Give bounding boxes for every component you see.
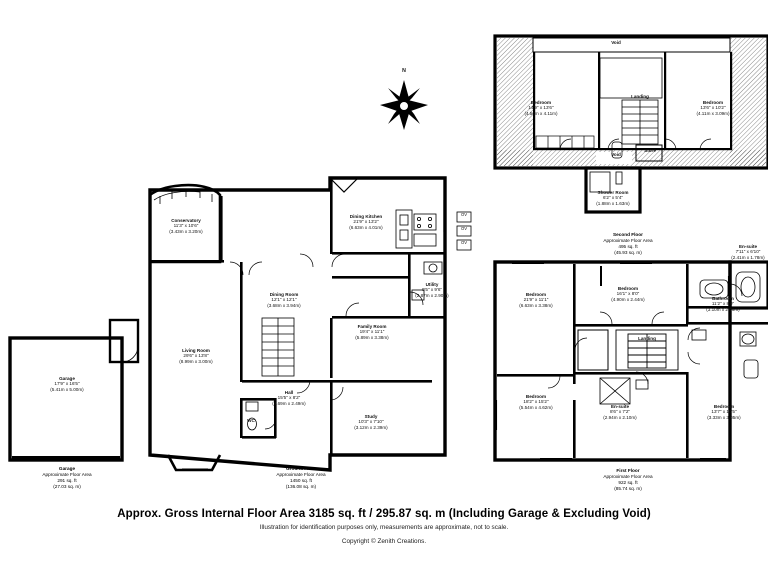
room-label-living-room: Living Room 29'6" x 13'8" (8.99m x 3.00m) <box>179 348 213 364</box>
room-label-garage: Garage 17'9" x 16'5" (5.41m x 5.00m) <box>50 376 84 392</box>
room-label-conservatory: Conservatory 11'3" x 10'6" (3.43m x 3.20m) <box>169 218 203 234</box>
room-label-first-bedroom-4: Bedroom 13'7" x 10'5" (3.33m x 3.05m) <box>707 404 741 420</box>
room-label-wc: WC <box>247 418 255 423</box>
room-label-ensuite-main: En-suite 7'11" x 6'10" (2.41m x 1.78m) <box>731 244 765 260</box>
room-label-first-bedroom-3: Bedroom 18'2" x 15'2" (5.54m x 4.62m) <box>519 394 553 410</box>
appliance-label-ov-3: OV <box>460 240 468 245</box>
ground-floor-area-info: Ground Floor Approximate Floor Area 1450 sq. ft (136.08 sq. m) <box>276 466 326 489</box>
room-label-first-bedroom-2: Bedroom 16'1" x 8'0" (4.90m x 2.44m) <box>611 286 645 302</box>
appliance-label-ov-1: OV <box>460 212 468 217</box>
room-label-void-top: Void <box>611 40 621 45</box>
room-label-second-bedroom-2: Bedroom 13'6" x 10'2" (4.11m x 3.09m) <box>696 100 730 116</box>
garage-area-info: Garage Approximate Floor Area 291 sq. ft (27.03 sq. m) <box>42 466 92 489</box>
room-label-dining-kitchen: Dining Kitchen 21'9" x 13'2" (6.63m x 4.01m) <box>349 214 383 230</box>
room-label-first-bedroom-1: Bedroom 21'9" x 11'1" (6.63m x 3.38m) <box>519 292 553 308</box>
appliance-label-ov-2: OV <box>460 226 468 231</box>
room-label-second-landing: Landing <box>631 94 649 99</box>
room-label-dining-room: Dining Room 12'1" x 12'1" (3.68m x 3.94m) <box>267 292 301 308</box>
room-label-ensuite-small: En-suite 8'6" x 7'2" (2.94m x 2.10m) <box>603 404 637 420</box>
room-label-study: Study 10'3" x 7'10" (3.12m x 2.39m) <box>354 414 388 430</box>
room-label-utility: Utility 9'5" x 9'6" (2.87m x 2.90m) <box>415 282 449 298</box>
first-floor-area-info: First Floor Approximate Floor Area 922 sq. ft (85.74 sq. m) <box>603 468 653 491</box>
compass-north-label: N <box>402 68 406 74</box>
disclaimer-text: Illustration for identification purposes only, measurements are approximate, not to scale. <box>259 524 509 531</box>
copyright-text: Copyright © Zenith Creations. <box>341 538 427 545</box>
compass-rose <box>380 80 428 130</box>
room-label-void-bottom: Void <box>611 152 621 157</box>
room-label-store: Store <box>644 148 656 153</box>
room-label-hall: Hall 15'5" x 8'2" (4.69m x 2.49m) <box>272 390 306 406</box>
room-label-family-room: Family Room 19'4" x 11'1" (5.89m x 3.38m) <box>355 324 389 340</box>
room-label-bathroom: Bathroom 11'2" x 8'9" (3.10m x 2.06m) <box>706 296 740 312</box>
page-title: Approx. Gross Internal Floor Area 3185 sq. ft / 295.87 sq. m (Including Garage & Excluding Void) <box>117 508 651 520</box>
second-floor-area-info: Second Floor Approximate Floor Area 495 sq. ft (45.93 sq. m) <box>603 232 653 255</box>
room-label-second-bedroom-1: Bedroom 14'9" x 13'6" (4.50m x 4.11m) <box>524 100 558 116</box>
second-floor-plan <box>495 36 768 212</box>
room-label-shower-room: Shower Room 6'2" x 5'4" (1.88m x 1.63m) <box>596 190 630 206</box>
room-label-first-landing: Landing <box>638 336 656 341</box>
